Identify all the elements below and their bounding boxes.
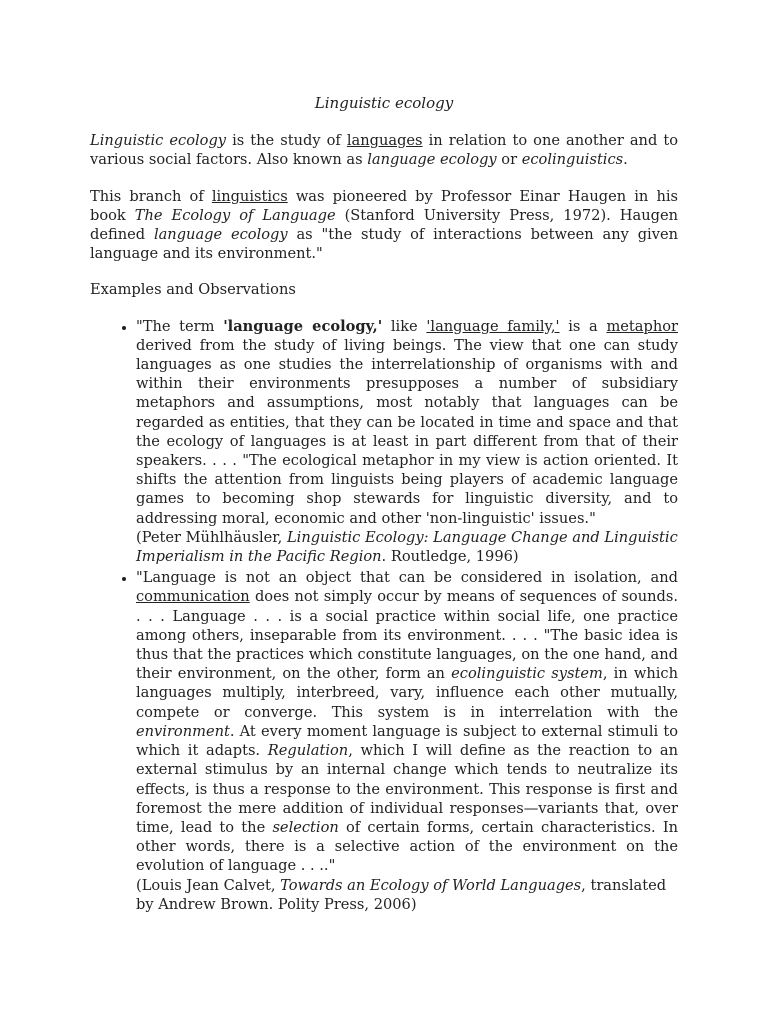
history-paragraph: This branch of linguistics was pioneered by Professor Einar Haugen in his book The Ecology of Language (Stanford University Press, 1972). Haugen defined language ecology as "the study of interactions between any given language and its environment.": [90, 187, 678, 263]
section-heading: Examples and Observations: [90, 281, 296, 299]
term-ecolinguistics: ecolinguistics: [521, 151, 624, 169]
term-language-ecology: language ecology: [367, 151, 497, 169]
book-title: The Ecology of Language: [134, 206, 336, 224]
term-language-ecology-2: language ecology: [153, 226, 288, 244]
intro-paragraph: Linguistic ecology is the study of languages in relation to one another and to various social factors. Also known as language ecology or ecolinguistics.: [90, 132, 678, 169]
term-bold: 'language ecology,': [223, 317, 383, 335]
document-title: Linguistic ecology: [314, 94, 454, 112]
quotes-list: [90, 317, 678, 914]
document-page: [90, 94, 678, 916]
citation-1: (Peter Mühlhäusler, Linguistic Ecology: Language Change and Linguistic Imperialism in the Pacific Region. Routledge, 1996): [136, 528, 678, 566]
link-language-family[interactable]: 'language family,': [426, 317, 560, 335]
link-languages[interactable]: languages: [346, 132, 423, 150]
term-linguistic-ecology: Linguistic ecology: [90, 132, 227, 150]
link-metaphor[interactable]: metaphor: [606, 317, 678, 335]
list-item-quote-2: • "Language is not an object that can be considered in isolation, and communication does not simply occur by means of sequences of sounds. . . . Language . . . is a social practice within social life, one practice among others, inseparable from its environment. . . . "The basic idea is thus that the practices which constitute languages, on the one hand, and their environment, on the other, form an ecolinguistic system, in which languages multiply, interbreed, vary, influence each other mutually, compete or converge. This system is in interrelation with the environment. At every moment language is subject to external stimuli to which it adapts. Regulation, which I will define as the reaction to an external stimulus by an internal change which tends to neutralize its effects, is thus a response to the environment. This response is first and foremost the mere addition of individual responses—variants that, over time, lead to the selection of certain forms, certain characteristics. In other words, there is a selective action of the environment on the evolution of language . . .." (Louis Jean Calvet, Towards an Ecology of World Languages, translated by Andrew Brown. Polity Press, 2006): [136, 568, 678, 914]
link-linguistics[interactable]: linguistics: [211, 187, 288, 205]
citation-2: (Louis Jean Calvet, Towards an Ecology of World Languages, translated by Andrew Brown. Polity Press, 2006): [136, 876, 667, 913]
link-communication[interactable]: communication: [136, 588, 250, 606]
list-item-quote-1: • "The term 'language ecology,' like 'language family,' is a metaphor derived from the study of living beings. The view that one can study languages as one studies the interrelationship of organisms with and within their environments presupposes a number of subsidiary metaphors and assumptions, most notably that languages can be regarded as entities, that they can be located in time and space and that the ecology of languages is at least in part different from that of their speakers. . . . "The ecological metaphor in my view is action oriented. It shifts the attention from linguists being players of academic language games to becoming shop stewards for linguistic diversity, and to addressing moral, economic and other 'non-linguistic' issues." (Peter Mühlhäusler, Linguistic Ecology: Language Change and Linguistic Imperialism in the Pacific Region. Routledge, 1996): [136, 317, 678, 567]
